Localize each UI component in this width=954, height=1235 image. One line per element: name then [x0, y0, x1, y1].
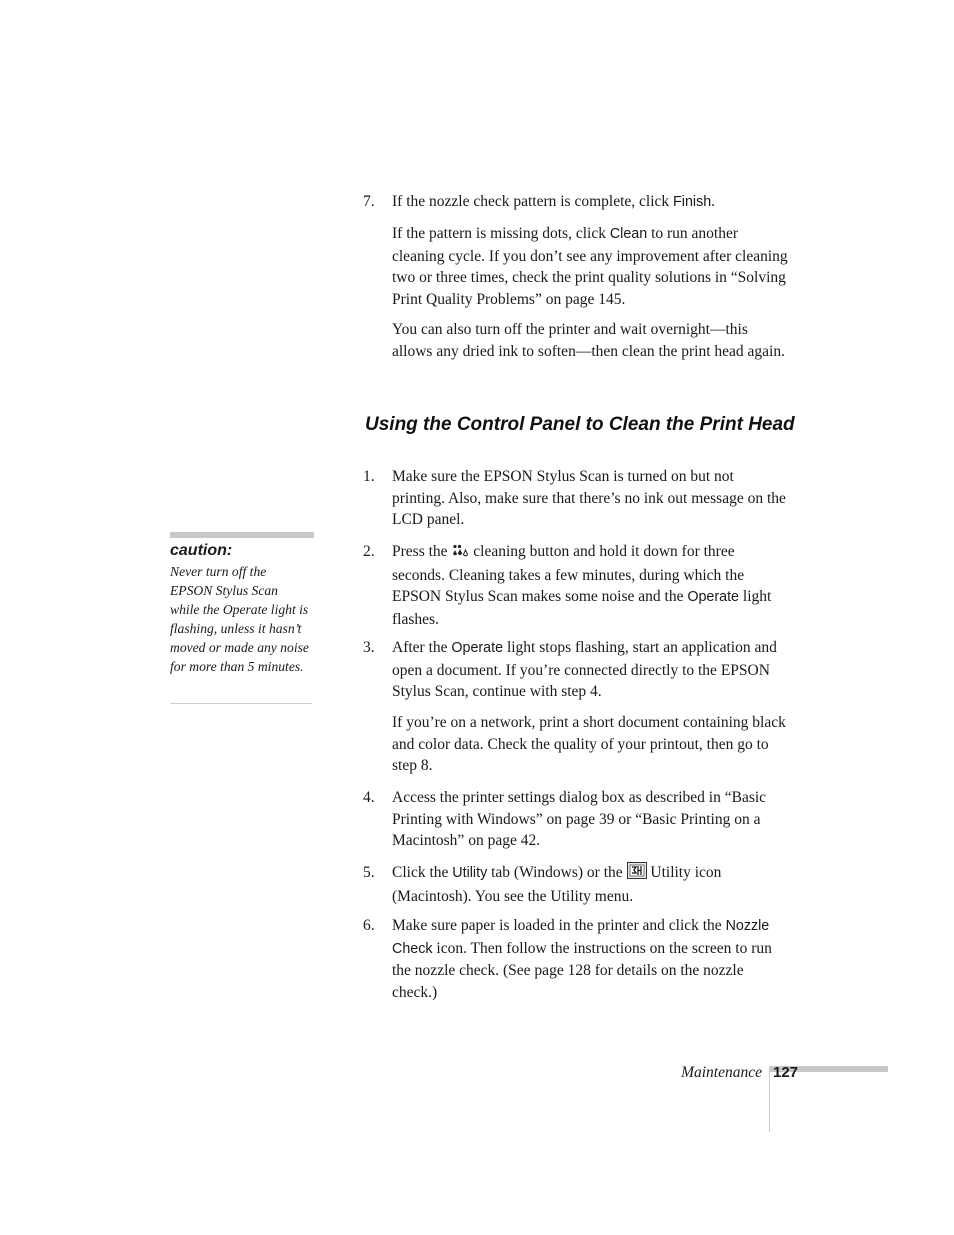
step-4-number: 4. [363, 789, 375, 806]
page-number: 127 [773, 1064, 799, 1081]
step-5-text: Click the Utility tab (Windows) or the Utility icon (Macintosh). You see the Utility menu. [392, 864, 722, 905]
step-1-number: 1. [363, 468, 375, 485]
step-1-text: Make sure the EPSON Stylus Scan is turned on but not printing. Also, make sure that there’s no ink out message on the LCD panel. [392, 468, 786, 529]
section-heading: Using the Control Panel to Clean the Print Head [365, 414, 795, 435]
step-5-number: 5. [363, 864, 375, 881]
step-4-text: Access the printer settings dialog box as described in “Basic Printing with Windows” on page 39 or “Basic Printing on a Macintosh” on page 42. [392, 789, 767, 850]
step-3-number: 3. [363, 639, 375, 656]
step-2-text: Press the cleaning button and hold it down for three seconds. Cleaning takes a few minutes, during which the EPSON Stylus Scan makes some noise and the Operate light flashes. [392, 543, 772, 629]
step-2-number: 2. [363, 543, 375, 560]
step-3-paragraph-2: If you’re on a network, print a short document containing black and color data. Check the quality of your printout, then go to step 8. [392, 714, 786, 775]
footer-section-title: Maintenance [681, 1064, 762, 1081]
step-6-number: 6. [363, 917, 375, 934]
cleaning-button-icon [451, 543, 469, 565]
operate-label: Operate [451, 640, 504, 656]
caution-bar [170, 532, 314, 538]
nozzle-check-label: Nozzle Check [392, 918, 770, 957]
utility-icon [627, 862, 647, 886]
step-7-paragraph-3: You can also turn off the printer and wait overnight—this allows any dried ink to soften—then clean the print head again. [392, 321, 785, 360]
caution-divider [170, 703, 312, 704]
utility-label: Utility [452, 865, 488, 881]
finish-label: Finish [673, 194, 712, 210]
clean-label: Clean [609, 226, 648, 242]
footer-divider [769, 1066, 770, 1132]
step-6-text: Make sure paper is loaded in the printer and click the Nozzle Check icon. Then follow the instructions on the screen to run the nozzle check. (See page 128 for details on the nozzle check.) [392, 917, 772, 1002]
operate-label: Operate [687, 589, 740, 606]
step-7-text: If the nozzle check pattern is complete, click Finish. [392, 193, 716, 210]
caution-title: caution: [170, 542, 233, 559]
caution-text: Never turn off the EPSON Stylus Scan while the Operate light is flashing, unless it hasn’t moved or made any noise for more than 5 minutes. [170, 564, 309, 674]
step-7-paragraph-2: If the pattern is missing dots, click Clean to run another cleaning cycle. If you don’t see any improvement after cleaning two or three times, check the print quality solutions in “Solving Print Quality Problems” on page 145. [392, 225, 788, 309]
step-3-text: After the Operate light stops flashing, start an application and open a document. If you’re connected directly to the EPSON Stylus Scan, continue with step 4. [392, 639, 777, 701]
step-7-number: 7. [363, 193, 375, 210]
